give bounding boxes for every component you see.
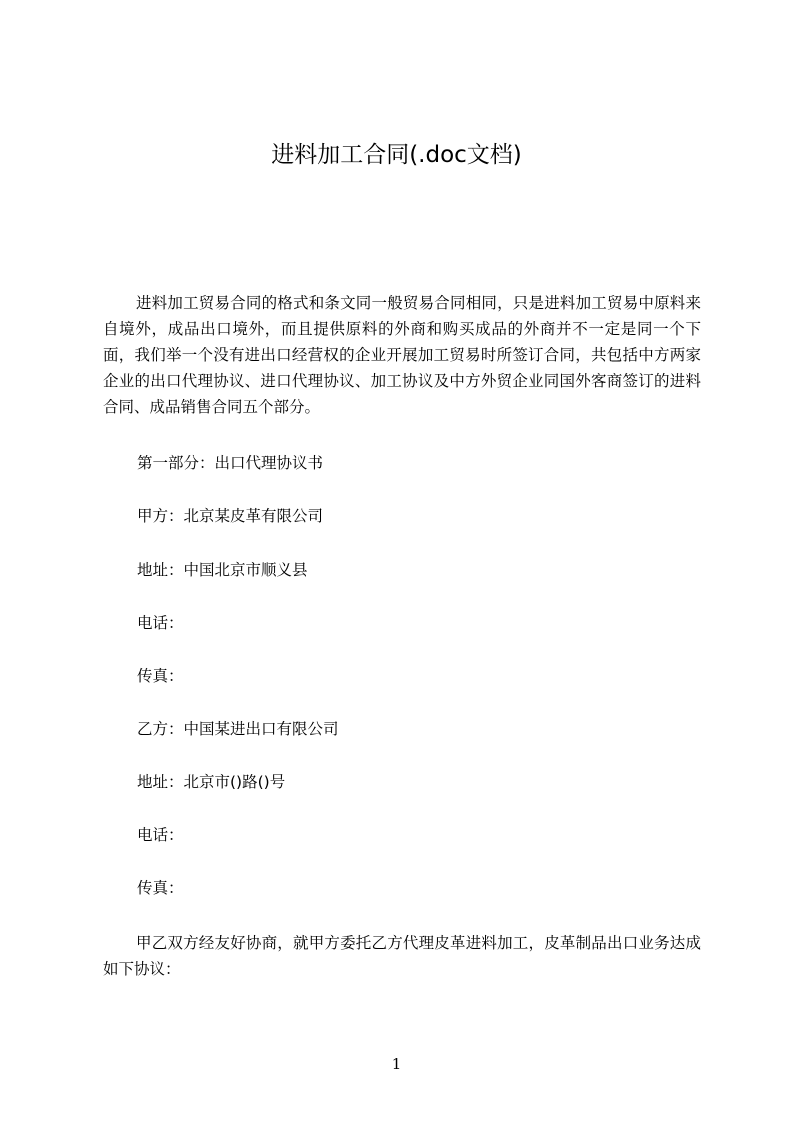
closing-paragraph: 甲乙双方经友好协商，就甲方委托乙方代理皮革进料加工，皮革制品出口业务达成如下协议： — [103, 934, 701, 978]
section-heading: 第一部分：出口代理协议书 — [137, 454, 324, 472]
party-b-phone: 电话： — [137, 826, 184, 844]
party-a-fax: 传真： — [137, 667, 184, 685]
party-a-name: 甲方：北京某皮革有限公司 — [137, 507, 324, 525]
party-a-phone: 电话： — [137, 614, 184, 632]
party-b-address: 地址：北京市()路()号 — [137, 773, 286, 791]
intro-paragraph: 进料加工贸易合同的格式和条文同一般贸易合同相同，只是进料加工贸易中原料来自境外，成品出口境外，而且提供原料的外商和购买成品的外商并不一定是同一个下面，我们举一个没有进出口经营权的企业开展加工贸易时所签订合同，共包括中方两家企业的出口代理协议、进口代理协议、加工协议及中方外贸企业同国外客商签订的进料合同、成品销售合同五个部分。 — [103, 294, 701, 416]
party-b-name: 乙方：中国某进出口有限公司 — [137, 720, 339, 738]
party-a-address: 地址：中国北京市顺义县 — [137, 561, 308, 579]
page-number: 1 — [391, 1055, 402, 1073]
page-title: 进料加工合同(.doc文档) — [271, 142, 522, 168]
party-b-fax: 传真： — [137, 879, 184, 897]
